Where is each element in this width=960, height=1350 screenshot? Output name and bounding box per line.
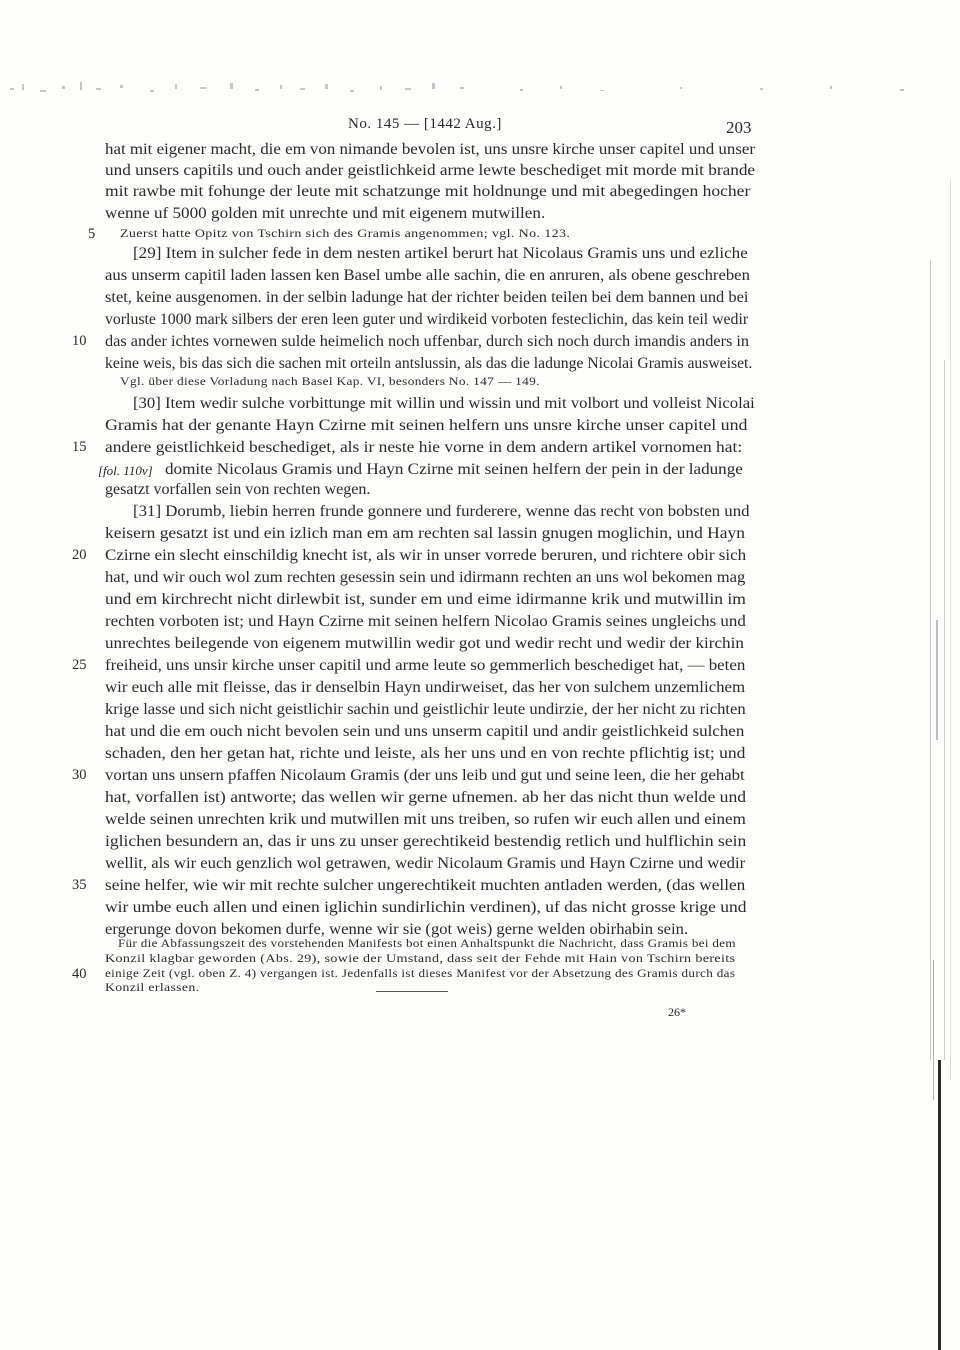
text-line: iglichen besundern an, das ir uns zu unser gerechtikeid bestendig retlich und hulflichin sein [105,833,747,850]
text-line: rechten vorboten ist; und Hayn Czirne mit seinen helfern Nicolao Gramis seines ungleichs und [105,613,746,630]
footnote-line: Konzil klagbar geworden (Abs. 29), sowie der Umstand, dass seit der Fehde mit Hain von Tschirn bereits [105,952,736,965]
line-number: 5 [88,226,96,242]
scan-noise [0,78,960,106]
text-line: vorluste 1000 mark silbers der eren leen guter und wirdikeid vorboten festeclichin, das kein teil wedir [105,311,749,328]
text-line: vortan uns unsern pfaffen Nicolaum Gramis (der uns leib und gut und seine leen, die her gehabt [105,767,745,784]
text-line: unrechtes beilegende von eigenem mutwillin wedir got und wedir recht und wedir der kirchin [105,635,744,652]
text-line: mit rawbe mit fohunge der leute mit schatzunge mit holdnunge und mit abegedingen hocher [105,183,751,200]
text-line: welde seinen unrechten krik und mutwillen mit uns treiben, so rufen wir euch allen und einem [105,811,746,828]
text-line: keine weis, bis das sich die sachen mit orteiln antslussin, als das die ladunge Nicolai Gramis ausweiset. [105,355,753,372]
text-line: hat, und wir ouch wol zum rechten gesessin sein und idirmann rechten an uns wol bekomen mag [105,569,746,586]
text-line: keisern gesatzt ist und ein izlich man em am rechten sal lassin gnugen moglichin, und Hayn [105,525,745,542]
text-line: [29] Item in sulcher fede in dem nesten artikel berurt hat Nicolaus Gramis uns und ezliche [133,245,748,262]
text-line: und unsers capitils und ouch ander geistlichkeid arme lewte beschediget mit morde mit brande [105,162,756,179]
page-header [0,116,960,140]
text-line: wenne uf 5000 golden mit unrechte und mit eigenem mutwillen. [105,205,546,222]
line-number: 25 [72,657,87,673]
line-number: 15 [72,439,87,455]
text-line: krige lasse und sich nicht geistlichir sachin und geistlichir leute undirzie, der her nicht zu richten [105,701,746,718]
scan-edge-artifact [900,60,958,1350]
text-line: hat und die em ouch nicht bevolen sein und uns unserm capitil und andir geistlichkeid sulchen [105,723,745,740]
text-line: [31] Dorumb, liebin herren frunde gonnere und furderere, wenne das recht von bobsten und [133,503,750,520]
footnote-line: Konzil erlassen. [105,981,200,994]
line-number: 40 [72,966,87,982]
footnote-line: Für die Abfassungszeit des vorstehenden Manifests bot einen Anhaltspunkt die Nachricht, dass Gramis bei dem [118,937,736,950]
footnote-divider [376,991,448,992]
text-line: schaden, den her getan hat, richte und leiste, als her uns und en von rechte pflichtig ist; und [105,745,746,762]
text-line: wellit, als wir euch genzlich wol getrawen, wedir Nicolaum Gramis und Hayn Czirne und wedir [105,855,746,872]
folio-reference: [fol. 110v] [98,463,153,478]
text-line: domite Nicolaus Gramis und Hayn Czirne mit seinen helfern der pein in der ladunge [165,461,743,478]
text-line: seine helfer, wie wir mit rechte sulcher ungerechtikeit muchten antladen werden, (das wellen [105,877,746,894]
text-line: hat, vorfallen ist) antworte; das wellen wir gerne ufnemen. ab her das nicht thun welde und [105,789,747,806]
line-number: 30 [72,767,87,783]
text-line: [30] Item wedir sulche vorbittunge mit willin und wissin und mit volbort und volleist Nicolai [133,395,755,412]
text-line: wir umbe euch allen und einen iglichin sundirlichin verdinen), uf das nicht grosse krige und [105,899,747,916]
text-line: aus unserm capitil laden lassen ken Basel umbe alle sachin, die en anruren, als obene geschreben [105,267,750,284]
page-number: 203 [726,118,752,137]
text-line: hat mit eigener macht, die em von nimande bevolen ist, uns unsre kirche unser capitel und unser [105,141,756,158]
text-line: ergerunge dovon bekomen durfe, wenne wir sie (got weis) gerne welden obirhabin sein. [105,921,689,938]
line-number: 20 [72,547,87,563]
footnote-line: Zuerst hatte Opitz von Tschirn sich des Gramis angenommen; vgl. No. 123. [120,227,571,240]
footnote-line: Vgl. über diese Vorladung nach Basel Kap. VI, besonders No. 147 — 149. [120,375,540,388]
text-line: andere geistlichkeid beschediget, als ir neste hie vorne in dem andern artikel vornomen hat: [105,439,743,456]
text-line: gesatzt vorfallen sein von rechten wegen. [105,481,371,498]
line-number: 35 [72,877,87,893]
text-line: das ander ichtes vornewen sulde heimelich noch uffenbar, durch sich noch durch imandis anders in [105,333,750,350]
text-line: wir euch alle mit fleisse, das ir denselbin Hayn undirweiset, das her von sulchem unzemlichem [105,679,746,696]
signature-mark: 26* [668,1005,686,1019]
text-line: Czirne ein slecht einschildig knecht ist, als wir in unser vorrede beruren, und richtere obir sich [105,547,747,564]
document-reference: No. 145 — [1442 Aug.] [348,116,502,132]
text-line: stet, keine ausgenomen. in der selbin ladunge hat der richter beiden teilen bei dem bannen und bei [105,289,749,306]
footnote-line: einige Zeit (vgl. oben Z. 4) vergangen ist. Jedenfalls ist dieses Manifest vor der Absetzung des Gramis durch das [105,967,736,980]
text-line: und em kirchrecht nicht dirlewbit ist, sunder em und eime idirmanne krik und mutwillin im [105,591,746,608]
line-number: 10 [72,333,87,349]
text-line: Gramis hat der genante Hayn Czirne mit seinen helfern uns unsre kirche unser capitel und [105,417,748,434]
text-line: freiheid, uns unsir kirche unser capitil und arme leute so gemmerlich beschediget hat, — beten [105,657,746,674]
